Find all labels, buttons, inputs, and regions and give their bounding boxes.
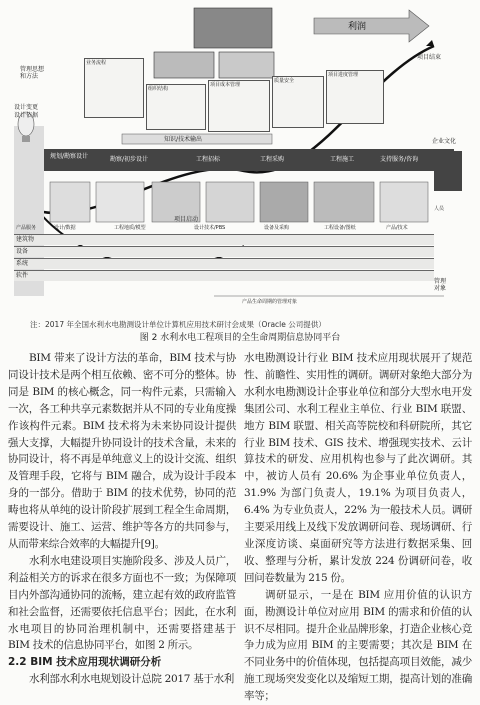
design-change-label: 设计变更 [14, 104, 39, 111]
thumb-planning [50, 182, 90, 222]
product-row-label: 产品服务 [16, 225, 37, 231]
box-org-structure: 组织结构 [146, 84, 206, 130]
people-label: 人员 [434, 206, 445, 212]
thumb-purchase [260, 182, 308, 222]
profit-arrow-banner [314, 10, 429, 42]
product-item: 工程地质/模型 [114, 225, 146, 231]
figure-caption: 图 2 水利水电工程项目的全生命周期信息协同平台 [139, 333, 341, 343]
thumb-construction [314, 182, 374, 222]
lane-software: 软件 [14, 270, 434, 281]
box-schedule-mgmt: 项目进度管理 [326, 70, 384, 124]
knowledge-sharing-label: 知识/技术输出 [164, 136, 203, 143]
stage-bidding: 工程招标 [196, 156, 221, 163]
product-item: 设计技术/PBS [194, 225, 226, 231]
product-item: 工程设备/图纸 [324, 225, 356, 231]
mgmt-methods-label: 管理思想 和方法 [20, 66, 45, 80]
body-paragraph: BIM 带来了设计方法的革命，BIM 技术与协同设计技术是两个相互依赖、密不可分的整体。协同是 BIM 的核心概念，同一构件元素，只需输入一次，各工种共享元素数据并从不同的专业角度操作该构件元素。BIM 技术将为未来协同设计提供强大支撑，大幅提升协同设计的技术含量，未来的协同设计，将不再是单纯意义上的设计交流、组织及管理手段，它将与 BIM 融合，成为设计手段本身的一部分。借助于 BIM 的技术优势，协同的范畴也将从单纯的设计阶段扩展到工程全生命周期，需要设计、施工、运营、维护等各方的共同参与，从而带来综合效率的大幅提升[9]。 [8, 352, 236, 550]
box-cost-mgmt: 项目成本管理 [208, 80, 270, 132]
body-paragraph: 调研显示，一是在 BIM 应用价值的认识方面，勘测设计单位对应用 BIM 的需求和价值的认识不尽相同。提升企业品牌形象，打造企业核心竞争力成为应用 BIM 的主要需要；其次是 BIM 在不同业务中的价值体现，包括提高项目效能，减少施工现场突发变化以及缩短工期，提高计划的准确率等； [244, 588, 472, 703]
figure-diagram [14, 6, 466, 308]
thumb-service [380, 182, 428, 222]
lane-equipment: 设备 [14, 246, 434, 257]
product-item: 设计/数据 [54, 225, 76, 231]
design-basis-label: 设计依据 [14, 112, 39, 119]
mgmt-object-label: 管理 对象 [434, 278, 447, 292]
photo-project-b [219, 52, 274, 78]
company-culture-label: 企业文化 [432, 138, 457, 145]
body-paragraph: 水利水电建设项目实施阶段多、涉及人员广，利益相关方的诉求在很多方面也不一致；为保障项目内外部沟通协同的流畅，建立起有效的政府监管和社会监督，还需要依托信息平台；因此，在水利水电项目的协同治理机制中，还需要搭建基于 BIM 技术的信息协同平台，如图 2 所示。 [8, 554, 236, 652]
product-item: 产品/技术 [386, 225, 408, 231]
product-item: 设备及采购 [264, 225, 290, 231]
stage-construction: 工程施工 [330, 156, 355, 163]
box-quality-safety: 质量安全 [272, 76, 324, 128]
stage-planning: 规划/勘察设计 [50, 153, 89, 160]
body-paragraph: 水电勘测设计行业 BIM 技术应用现状展开了规范性、前瞻性、实用性的调研。调研对象绝大部分为水利水电勘测设计企事业单位和部分大型水电开发集团公司、水利工程业主单位、行业 BIM 联盟、地方 BIM 联盟、相关高等院校和科研院所，其它行业 BIM 技术、GIS 技术、增强现实技术、云计算技术的研发、应用机构也参与了此次调研。其中，被访人员有 20.6% 为企事业单位负责人，31.9% 为部门负责人，19.1% 为项目负责人，6.4% 为专业负责人，22% 为一般技术人员。调研主要采用线上及线下发放调研问卷、现场调研、行业深度访谈、桌面研究等方法进行数据采集、回收、整理与分析，累计发放 224 份调研问卷，收回问卷数量为 215 份。 [244, 352, 472, 584]
right-text-column [244, 350, 472, 703]
figure-source-note: 注：2017 年全国水利水电勘测设计单位计算机应用技术研讨会成果（Oracle 公司提供） [30, 320, 326, 329]
section-heading: 2.2 BIM 技术应用现状调研分析 [8, 656, 162, 669]
left-text-column [8, 350, 236, 686]
lane-building: 建筑物 [14, 234, 434, 245]
profit-arrow-icon [426, 40, 434, 46]
profit-label: 利润 [348, 22, 367, 32]
photo-meeting [194, 8, 272, 48]
stage-purchase: 工程采购 [260, 156, 285, 163]
body-paragraph: 水利部水利水电规划设计总院 2017 基于水利 [29, 673, 234, 686]
bottom-label: 产品生命周期的管理对象 [242, 299, 298, 305]
thumb-bidding [206, 182, 254, 222]
project-start-label: 项目启动 [174, 216, 199, 223]
stage-service: 支持服务/咨询 [380, 156, 419, 163]
lane-system: 系统 [14, 258, 434, 269]
box-business-process: 业务流程 [84, 58, 144, 118]
thumb-survey [96, 182, 144, 222]
stage-survey: 勘察/初步设计 [110, 156, 149, 163]
photo-project-a [154, 52, 214, 78]
project-end-label: 项目结束 [417, 54, 442, 61]
